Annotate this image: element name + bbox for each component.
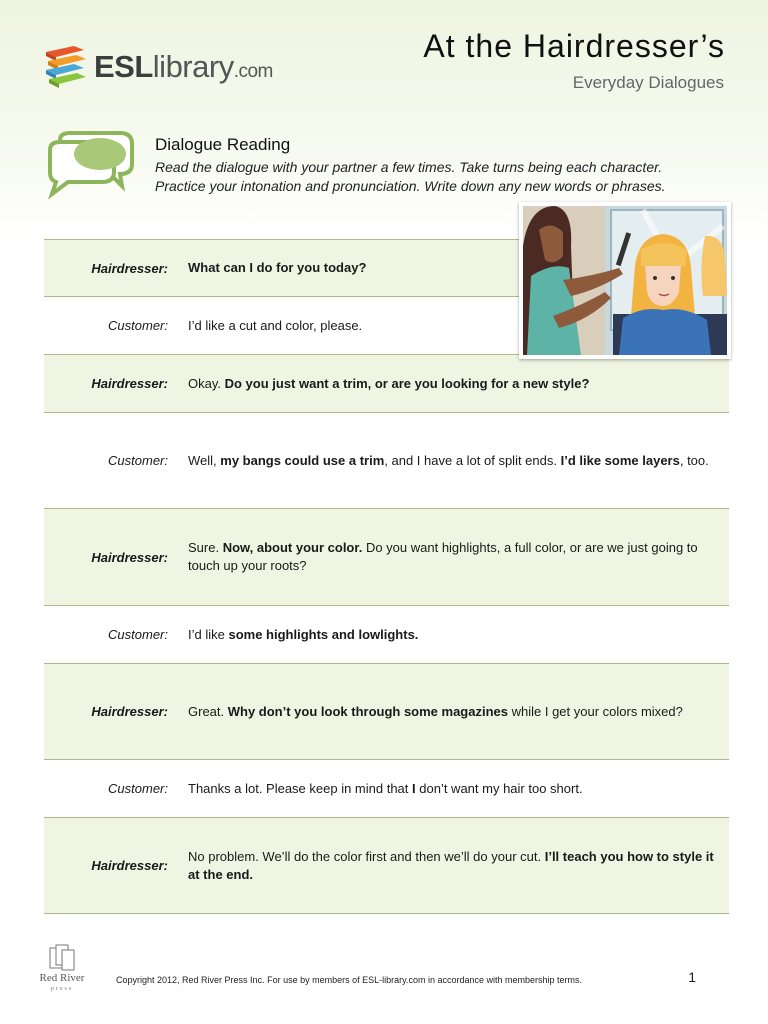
speaker-label: Hairdresser: — [91, 376, 168, 391]
dialogue-text: , too. — [679, 452, 709, 468]
copyright-notice: Copyright 2012, Red River Press Inc. For use by members of ESL-library.com in accordance with membership terms. — [116, 975, 583, 985]
speaker-label: Hairdresser: — [91, 704, 168, 719]
speech-bubbles-icon — [46, 130, 136, 200]
dialogue-text: Sure. — [188, 540, 223, 555]
dialogue-row — [44, 355, 729, 413]
dialogue-line — [188, 848, 729, 884]
logo-esl-text: ESL — [94, 49, 153, 84]
dialogue-line — [188, 452, 729, 470]
dialogue-row — [44, 509, 729, 606]
speaker-label: Hairdresser: — [91, 549, 168, 565]
dialogue-line — [188, 780, 729, 798]
publisher-name: Red River — [39, 972, 85, 984]
dialogue-row — [44, 606, 729, 664]
speaker-label: Hairdresser: — [91, 260, 168, 276]
dialogue-line — [188, 703, 729, 721]
key-phrase: Why don’t you look through some magazines — [227, 703, 508, 719]
page-subtitle: Everyday Dialogues — [572, 73, 724, 92]
speaker-label: Customer: — [108, 453, 168, 468]
dialogue-text: Thanks a lot. Please keep in mind that — [188, 780, 413, 796]
dialogue-text: Great. — [188, 703, 228, 719]
key-phrase: my bangs could use a trim — [220, 452, 385, 468]
speaker-label: Customer: — [108, 627, 168, 642]
dialogue-line — [188, 375, 729, 393]
key-phrase: I — [412, 780, 416, 796]
hairdresser-scene-image — [523, 206, 727, 355]
instructions-line-1: Read the dialogue with your partner a few times. Take turns being each character. — [155, 159, 663, 175]
key-phrase: Do you just want a trim, or are you looking for a new style? — [224, 375, 590, 391]
dialogue-text: No problem. We’ll do the color first and then we’ll do your cut. — [188, 848, 545, 864]
speaker-label: Customer: — [108, 781, 168, 796]
hairdresser-illustration — [519, 202, 731, 359]
logo-library-text: library — [152, 49, 234, 84]
dialogue-text: I’d like a cut and color, please. — [188, 317, 363, 333]
dialogue-row — [44, 818, 729, 914]
dialogue-text: I’d like — [188, 626, 229, 642]
page-title: At the Hairdresser’s — [423, 28, 725, 64]
dialogue-text: Well, — [188, 452, 221, 468]
dialogue-text: while I get your colors mixed? — [508, 703, 683, 719]
dialogue-row — [44, 413, 729, 509]
dialogue-line — [188, 539, 729, 575]
logo-wordmark — [94, 49, 273, 85]
dialogue-row — [44, 760, 729, 818]
speaker-label: Customer: — [108, 318, 168, 333]
key-phrase: some highlights and lowlights. — [228, 626, 419, 642]
key-phrase: I’d like some layers — [560, 452, 680, 468]
book-stack-icon — [34, 942, 90, 974]
speaker-label: Hairdresser: — [91, 858, 168, 873]
logo-com-text: .com — [233, 61, 273, 82]
instructions-line-2: Practice your intonation and pronunciation. Write down any new words or phrases. — [155, 178, 666, 194]
dialogue-text: Okay. — [188, 375, 225, 391]
red-river-press-logo — [34, 942, 90, 1002]
publisher-press: press — [50, 986, 74, 992]
dialogue-text: don’t want my hair too short. — [415, 780, 583, 796]
stacked-books-logo-icon — [44, 44, 90, 90]
key-phrase: I’ll teach you how to style it at the end. — [188, 848, 714, 882]
key-phrase: What can I do for you today? — [188, 260, 367, 275]
instructions-heading: Dialogue Reading — [155, 135, 291, 154]
esl-library-logo — [44, 44, 284, 92]
dialogue-text: Do you want highlights, a full color, or are we just going to touch up your roots? — [188, 540, 698, 573]
key-phrase: Now, about your color. — [222, 540, 363, 555]
dialogue-row — [44, 664, 729, 760]
dialogue-text: , and I have a lot of split ends. — [384, 452, 561, 468]
instructions-block — [155, 135, 715, 196]
page-number: 1 — [688, 969, 696, 985]
dialogue-line — [188, 626, 729, 644]
